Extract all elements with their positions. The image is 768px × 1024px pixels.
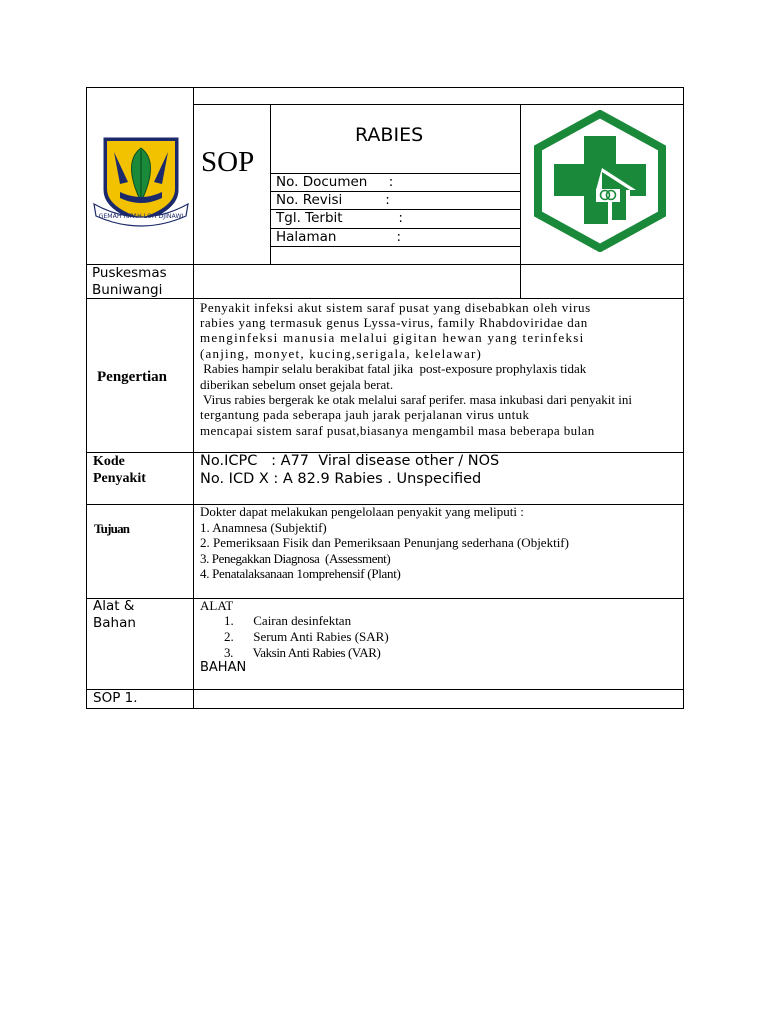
pengertian-line-5: Rabies hampir selalu berakibat fatal jika post-exposure prophylaxis tidak (200, 361, 587, 376)
kode-label-line1: Kode (93, 454, 125, 469)
pengertian-line-2: rabies yang termasuk genus Lyssa-virus, family Rhabdoviridae dan (200, 315, 588, 330)
field-tgl-terbit: Tgl. Terbit : (276, 210, 403, 226)
sop1-label: SOP 1. (93, 690, 138, 706)
puskesmas-logo (532, 110, 668, 252)
field-no-documen: No. Documen : (276, 174, 394, 190)
pengertian-label: Pengertian (97, 369, 167, 385)
alat-label-line2: Bahan (93, 615, 136, 631)
institution-name-line2: Buniwangi (92, 282, 163, 298)
institution-name-line1: Puskesmas (92, 265, 167, 281)
kode-label-line2: Penyakit (93, 471, 146, 486)
border-top (86, 87, 684, 88)
border-h-doc4 (270, 246, 521, 247)
pengertian-line-7: Virus rabies bergerak ke otak melalui saraf perifer. masa inkubasi dari penyakit ini (200, 392, 632, 407)
border-v-label (193, 87, 194, 709)
tujuan-line-5: 4. Penatalaksanaan 1omprehensif (Plant) (200, 566, 401, 581)
border-h-tujuan (86, 598, 684, 599)
bahan-heading: BAHAN (200, 660, 247, 675)
pengertian-line-6: diberikan sebelum onset gejala berat. (200, 377, 394, 392)
kode-icpc: No.ICPC : A77 Viral disease other / NOS (200, 453, 500, 469)
border-v-title (520, 104, 521, 299)
tujuan-line-4: 3. Penegakkan Diagnosa (Assessment) (200, 551, 391, 566)
pengertian-line-1: Penyakit infeksi akut sistem saraf pusat yang disebabkan oleh virus (200, 300, 591, 315)
alat-label-line1: Alat & (93, 598, 135, 614)
crest-motto: GEMAH RIPAH LOH DJINAWI (98, 213, 184, 220)
pengertian-line-9: mencapai sistem saraf pusat,biasanya mengambil masa beberapa bulan (200, 423, 595, 438)
border-v-sop (270, 104, 271, 265)
border-h-alat (86, 689, 684, 690)
tujuan-line-2: 1. Anamnesa (Subjektif) (200, 520, 327, 535)
field-no-revisi: No. Revisi : (276, 192, 390, 208)
document-title: RABIES (355, 124, 424, 146)
pengertian-line-8: tergantung pada seberapa jauh jarak perjalanan virus untuk (200, 407, 530, 422)
tujuan-line-3: 2. Pemeriksaan Fisik dan Pemeriksaan Penunjang sederhana (Objektif) (200, 535, 569, 550)
tujuan-label: Tujuan (94, 521, 130, 536)
regency-crest-logo (90, 132, 192, 232)
border-left (86, 87, 87, 709)
border-right (683, 87, 684, 709)
border-h-puskesmas (86, 298, 684, 299)
border-h-header (193, 104, 684, 105)
tujuan-line-1: Dokter dapat melakukan pengelolaan penyakit yang meliputi : (200, 504, 524, 519)
kode-icd: No. ICD X : A 82.9 Rabies . Unspecified (200, 471, 482, 487)
border-bottom (86, 708, 684, 709)
pengertian-line-3: menginfeksi manusia melalui gigitan hewan yang terinfeksi (200, 330, 585, 345)
alat-item-3: 3. Vaksin Anti Rabies (VAR) (224, 645, 381, 660)
alat-heading: ALAT (200, 598, 234, 613)
alat-item-1: 1. Cairan desinfektan (224, 613, 352, 628)
pengertian-line-4: (anjing, monyet, kucing,serigala, kelelawar) (200, 346, 483, 361)
sop-label: SOP (201, 146, 255, 178)
alat-item-2: 2. Serum Anti Rabies (SAR) (224, 629, 389, 644)
field-halaman: Halaman : (276, 229, 402, 245)
border-h-header-end (86, 264, 684, 265)
